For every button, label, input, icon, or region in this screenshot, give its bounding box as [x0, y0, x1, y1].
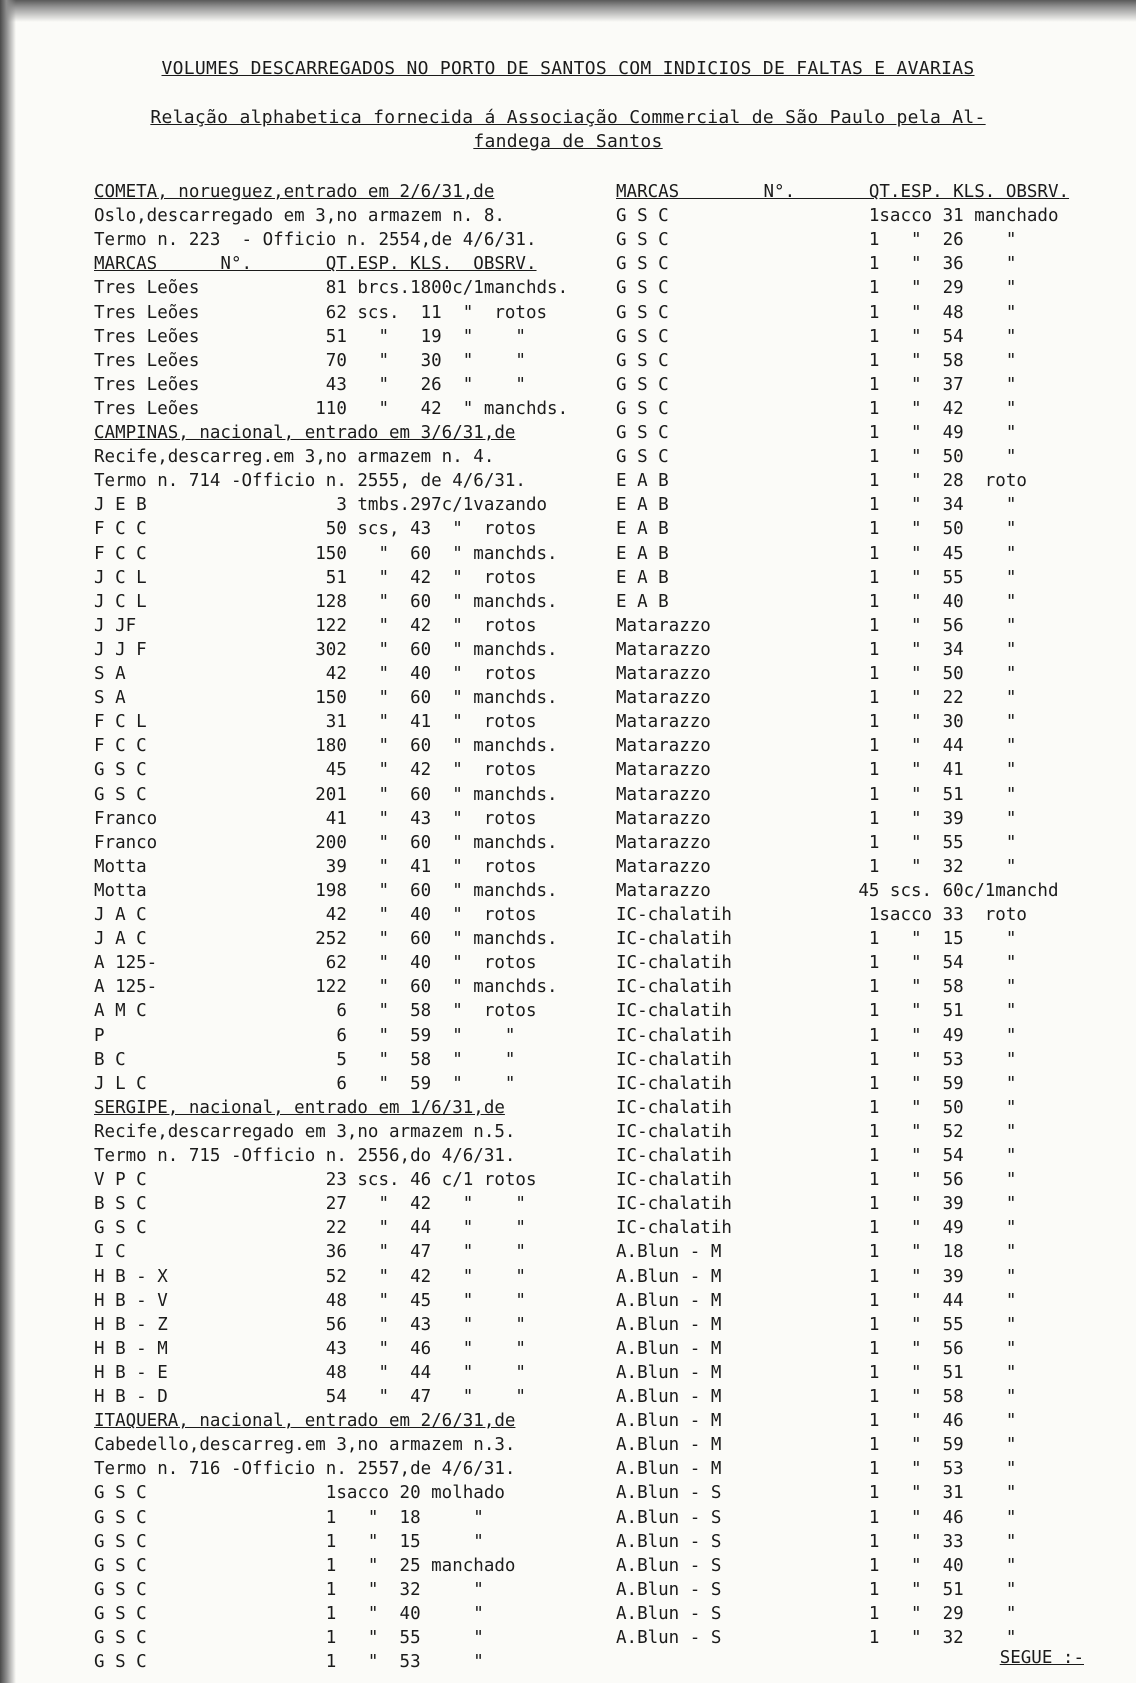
left-line: H B - Z 56 " 43 " " — [94, 1314, 526, 1335]
left-line: Franco 200 " 60 " manchds. — [94, 832, 558, 853]
left-line: J A C 252 " 60 " manchds. — [94, 929, 558, 950]
right-line: MARCAS N°. QT.ESP. KLS. OBSRV. — [616, 182, 1070, 202]
left-line: H B - E 48 " 44 " " — [94, 1362, 526, 1383]
right-line: G S C 1 " 49 " — [616, 423, 1017, 443]
right-line: G S C 1 " 26 " — [616, 230, 1017, 251]
right-line: IC-chalatih 1 " 51 " — [616, 1001, 1017, 1022]
left-line: Tres Leões 81 brcs.1800c/1manchds. — [94, 278, 569, 299]
left-line: J E B 3 tmbs.297c/1vazando — [94, 495, 548, 516]
left-line: S A 150 " 60 " manchds. — [94, 688, 558, 709]
left-line: CAMPINAS, nacional, entrado em 3/6/31,de — [94, 423, 516, 443]
left-line: B S C 27 " 42 " " — [94, 1194, 526, 1215]
right-line: E A B 1 " 50 " — [616, 519, 1017, 540]
right-line: G S C 1 " 48 " — [616, 302, 1017, 323]
left-line: COMETA, norueguez,entrado em 2/6/31,de — [94, 182, 495, 202]
left-line: Oslo,descarregado em 3,no armazem n. 8. — [94, 206, 505, 227]
left-line: Tres Leões 70 " 30 " " — [94, 350, 526, 371]
right-line: Matarazzo 1 " 56 " — [616, 615, 1017, 636]
left-line: G S C 1 " 25 manchado — [94, 1555, 516, 1576]
right-line: G S C 1 " 42 " — [616, 398, 1017, 419]
right-line: A.Blun - M 1 " 44 " — [616, 1290, 1017, 1311]
right-line: G S C 1sacco 31 manchado — [616, 206, 1059, 227]
right-line: E A B 1 " 28 roto — [616, 471, 1027, 492]
left-line: Motta 39 " 41 " rotos — [94, 856, 537, 877]
right-line: G S C 1 " 50 " — [616, 447, 1017, 468]
right-line: IC-chalatih 1sacco 33 roto — [616, 905, 1027, 925]
left-line: Recife,descarregado em 3,no armazem n.5. — [94, 1121, 516, 1142]
left-line: Termo n. 714 -Officio n. 2555, de 4/6/31. — [94, 471, 526, 492]
right-line: A.Blun - M 1 " 59 " — [616, 1435, 1017, 1456]
right-line: A.Blun - M 1 " 46 " — [616, 1411, 1017, 1432]
right-line: Matarazzo 1 " 50 " — [616, 664, 1017, 684]
left-line: G S C 1 " 32 " — [94, 1579, 484, 1600]
right-line: Matarazzo 1 " 34 " — [616, 639, 1017, 660]
left-line: J JF 122 " 42 " rotos — [94, 615, 537, 636]
left-line: Cabedello,descarreg.em 3,no armazem n.3. — [94, 1435, 516, 1456]
right-line: Matarazzo 1 " 41 " — [616, 760, 1017, 781]
left-line: Termo n. 223 - Officio n. 2554,de 4/6/31. — [94, 230, 537, 251]
right-line: A.Blun - S 1 " 31 " — [616, 1483, 1017, 1504]
scan-edge-left — [0, 0, 16, 1683]
right-line: A.Blun - S 1 " 32 " — [616, 1628, 1017, 1648]
left-line: B C 5 " 58 " " — [94, 1049, 516, 1070]
right-line: G S C 1 " 37 " — [616, 374, 1017, 395]
right-line: Matarazzo 1 " 51 " — [616, 784, 1017, 805]
subtitle-line-1: Relação alphabetica fornecida á Associação Commercial de São Paulo pela Al- — [150, 107, 986, 128]
right-line: IC-chalatih 1 " 54 " — [616, 953, 1017, 974]
left-line: J C L 51 " 42 " rotos — [94, 567, 537, 588]
left-line: Termo n. 715 -Officio n. 2556,do 4/6/31. — [94, 1146, 516, 1166]
left-line: J L C 6 " 59 " " — [94, 1073, 516, 1094]
right-line: IC-chalatih 1 " 53 " — [616, 1049, 1017, 1070]
left-line: Franco 41 " 43 " rotos — [94, 808, 537, 829]
right-line: G S C 1 " 29 " — [616, 278, 1017, 299]
right-line: A.Blun - M 1 " 58 " — [616, 1387, 1017, 1407]
left-line: H B - X 52 " 42 " " — [94, 1266, 526, 1287]
right-line: IC-chalatih 1 " 15 " — [616, 929, 1017, 950]
left-line: J J F 302 " 60 " manchds. — [94, 639, 558, 660]
right-line: Matarazzo 45 scs. 60c/1manchd — [616, 880, 1059, 901]
left-line: SERGIPE, nacional, entrado em 1/6/31,de — [94, 1097, 505, 1118]
right-line: A.Blun - S 1 " 29 " — [616, 1603, 1017, 1624]
left-line: V P C 23 scs. 46 c/1 rotos — [94, 1170, 537, 1191]
right-line: IC-chalatih 1 " 52 " — [616, 1121, 1017, 1142]
right-line: E A B 1 " 45 " — [616, 543, 1017, 564]
right-line: Matarazzo 1 " 55 " — [616, 832, 1017, 853]
left-line: G S C 1sacco 20 molhado — [94, 1483, 505, 1504]
left-line: G S C 1 " 55 " — [94, 1628, 484, 1648]
left-line: MARCAS N°. QT.ESP. KLS. OBSRV. — [94, 254, 537, 275]
right-line: IC-chalatih 1 " 49 " — [616, 1218, 1017, 1239]
left-line: H B - M 43 " 46 " " — [94, 1338, 526, 1359]
right-line: IC-chalatih 1 " 56 " — [616, 1170, 1017, 1191]
right-line: G S C 1 " 54 " — [616, 326, 1017, 347]
right-line: IC-chalatih 1 " 59 " — [616, 1073, 1017, 1094]
left-line: Tres Leões 62 scs. 11 " rotos — [94, 302, 548, 323]
right-line: IC-chalatih 1 " 49 " — [616, 1025, 1017, 1046]
left-line: I C 36 " 47 " " — [94, 1242, 526, 1263]
left-line: J C L 128 " 60 " manchds. — [94, 591, 558, 612]
left-line: P 6 " 59 " " — [94, 1025, 516, 1046]
right-line: Matarazzo 1 " 32 " — [616, 856, 1017, 877]
left-line: G S C 22 " 44 " " — [94, 1218, 526, 1239]
left-line: S A 42 " 40 " rotos — [94, 664, 537, 684]
left-line: Motta 198 " 60 " manchds. — [94, 880, 558, 901]
right-line: Matarazzo 1 " 22 " — [616, 688, 1017, 709]
left-line: Recife,descarreg.em 3,no armazem n. 4. — [94, 447, 495, 468]
right-line: G S C 1 " 36 " — [616, 254, 1017, 275]
right-line: A.Blun - S 1 " 51 " — [616, 1579, 1017, 1600]
left-line: F C C 50 scs, 43 " rotos — [94, 519, 537, 540]
left-line: Tres Leões 110 " 42 " manchds. — [94, 398, 569, 419]
right-line: IC-chalatih 1 " 39 " — [616, 1194, 1017, 1215]
left-line: A M C 6 " 58 " rotos — [94, 1001, 537, 1022]
right-line: A.Blun - M 1 " 55 " — [616, 1314, 1017, 1335]
right-line: E A B 1 " 40 " — [616, 591, 1017, 612]
left-line: A 125- 122 " 60 " manchds. — [94, 977, 558, 998]
right-line: A.Blun - S 1 " 46 " — [616, 1507, 1017, 1528]
right-line: IC-chalatih 1 " 54 " — [616, 1146, 1017, 1166]
left-line: F C C 180 " 60 " manchds. — [94, 736, 558, 757]
left-line: G S C 1 " 53 " — [94, 1652, 484, 1673]
left-line: A 125- 62 " 40 " rotos — [94, 953, 537, 974]
left-line: G S C 1 " 40 " — [94, 1603, 484, 1624]
left-line: Termo n. 716 -Officio n. 2557,de 4/6/31. — [94, 1459, 516, 1480]
continued-marker: SEGUE :- — [999, 1648, 1084, 1668]
right-line: A.Blun - M 1 " 18 " — [616, 1242, 1017, 1263]
left-line: H B - V 48 " 45 " " — [94, 1290, 526, 1311]
left-line: Tres Leões 43 " 26 " " — [94, 374, 526, 395]
left-line: ITAQUERA, nacional, entrado em 2/6/31,de — [94, 1411, 516, 1432]
right-line: Matarazzo 1 " 44 " — [616, 736, 1017, 757]
right-line: Matarazzo 1 " 30 " — [616, 712, 1017, 733]
left-line: H B - D 54 " 47 " " — [94, 1387, 526, 1407]
left-line: J A C 42 " 40 " rotos — [94, 905, 537, 925]
left-line: F C L 31 " 41 " rotos — [94, 712, 537, 733]
left-line: F C C 150 " 60 " manchds. — [94, 543, 558, 564]
subtitle-line-2: fandega de Santos — [473, 131, 663, 152]
right-line: A.Blun - M 1 " 39 " — [616, 1266, 1017, 1287]
right-line: E A B 1 " 55 " — [616, 567, 1017, 588]
left-line: G S C 45 " 42 " rotos — [94, 760, 537, 781]
right-line: A.Blun - S 1 " 40 " — [616, 1555, 1017, 1576]
left-line: G S C 1 " 18 " — [94, 1507, 484, 1528]
right-line: A.Blun - M 1 " 56 " — [616, 1338, 1017, 1359]
right-line: G S C 1 " 58 " — [616, 350, 1017, 371]
left-line: G S C 1 " 15 " — [94, 1531, 484, 1552]
scan-edge-top — [0, 0, 1136, 22]
right-line: A.Blun - M 1 " 51 " — [616, 1362, 1017, 1383]
right-line: Matarazzo 1 " 39 " — [616, 808, 1017, 829]
right-line: E A B 1 " 34 " — [616, 495, 1017, 516]
right-line: IC-chalatih 1 " 50 " — [616, 1097, 1017, 1118]
right-line: IC-chalatih 1 " 58 " — [616, 977, 1017, 998]
page-title: VOLUMES DESCARREGADOS NO PORTO DE SANTOS COM INDICIOS DE FALTAS E AVARIAS — [161, 58, 975, 79]
left-line: Tres Leões 51 " 19 " " — [94, 326, 526, 347]
right-line: A.Blun - S 1 " 33 " — [616, 1531, 1017, 1552]
right-line: A.Blun - M 1 " 53 " — [616, 1459, 1017, 1480]
left-line: G S C 201 " 60 " manchds. — [94, 784, 558, 805]
